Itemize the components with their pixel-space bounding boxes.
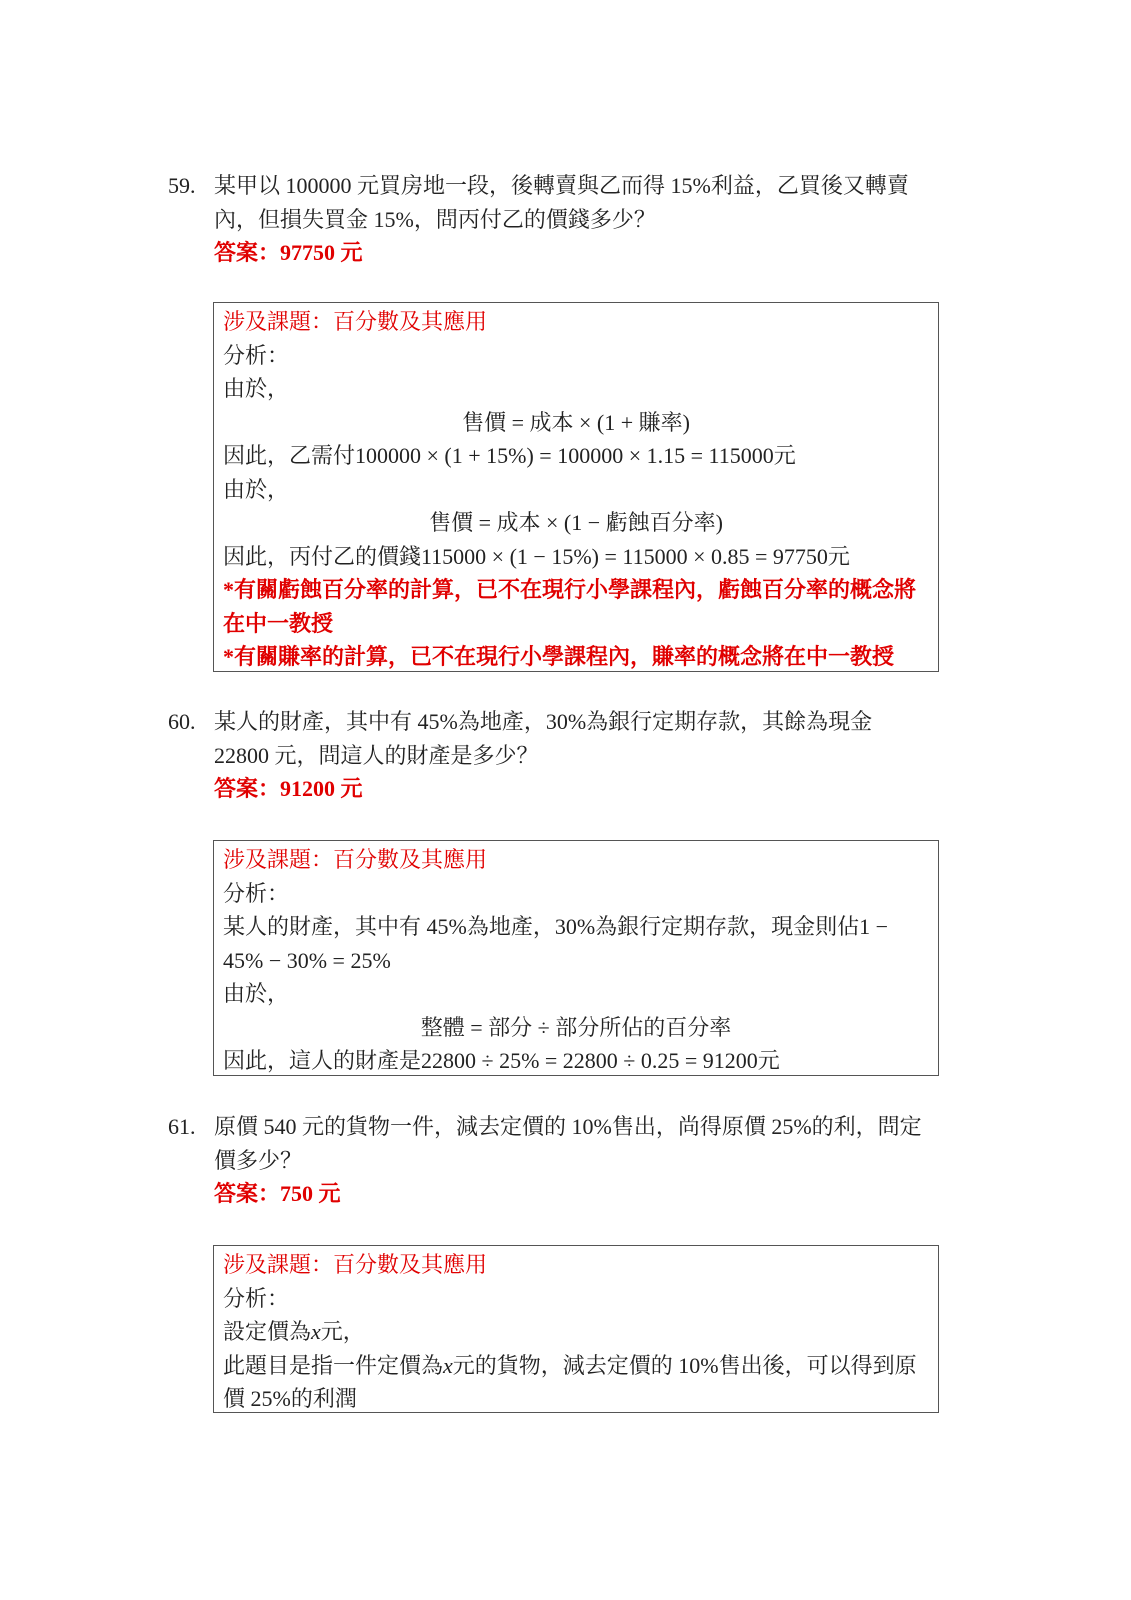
analysis-label: 分析：: [223, 342, 290, 368]
question-text: 內，但損失買金 15%，問丙付乙的價錢多少？: [214, 206, 656, 232]
answer: 答案：91200 元: [214, 776, 363, 801]
variable: x: [311, 1319, 321, 1344]
analysis-line: [214, 1315, 938, 1349]
analysis-line: 某人的財產，其中有 45%為地產，30%為銀行定期存款，現金則佔1 −: [223, 914, 889, 939]
analysis-line: 因此，丙付乙的價錢115000 × (1 − 15%) = 115000 × 0.85 = 97750元: [223, 543, 850, 569]
question-number: 61.: [168, 1114, 196, 1139]
question-line: [168, 169, 948, 203]
analysis-box-61: [213, 1245, 939, 1413]
analysis-box-59: [213, 302, 939, 672]
question-59: [168, 169, 948, 270]
analysis-line: 由於，: [223, 476, 290, 502]
formula-line: 售價 = 成本 × (1 + 賺率): [462, 409, 690, 435]
analysis-line: 因此，這人的財產是22800 ÷ 25% = 22800 ÷ 0.25 = 91200元: [223, 1048, 780, 1073]
analysis-line: 由於，: [223, 376, 290, 401]
answer-line: [168, 236, 948, 270]
analysis-line: 由於，: [223, 981, 290, 1006]
answer-line: [168, 772, 948, 806]
answer: 答案：750 元: [214, 1181, 341, 1206]
analysis-label: 分析：: [223, 1285, 290, 1311]
question-number: 59.: [168, 173, 196, 198]
text-segment: 設定價為: [223, 1319, 312, 1344]
text-segment: 元的貨物，減去定價的 10%售出後，可以得到原: [452, 1352, 917, 1378]
question-text: 價多少？: [214, 1147, 303, 1173]
formula-line: 整體 = 部分 ÷ 部分所佔的百分率: [420, 1014, 732, 1040]
question-text: 某人的財產，其中有 45%為地產，30%為銀行定期存款，其餘為現金: [214, 709, 873, 734]
note-line: *有關虧蝕百分率的計算，已不在現行小學課程內，虧蝕百分率的概念將: [223, 577, 917, 602]
question-text: 原價 540 元的貨物一件，減去定價的 10%售出，尚得原價 25%的利，問定: [214, 1114, 922, 1139]
note-line: *有關賺率的計算，已不在現行小學課程內，賺率的概念將在中一教授: [223, 644, 895, 669]
analysis-line: 45% − 30% = 25%: [223, 947, 391, 973]
question-line: [168, 1110, 948, 1144]
text-segment: 元，: [320, 1319, 365, 1344]
analysis-line: 價 25%的利潤: [223, 1386, 357, 1411]
variable: x: [443, 1352, 453, 1378]
question-number: 60.: [168, 709, 196, 734]
analysis-label: 分析：: [223, 880, 290, 906]
question-61: [168, 1110, 948, 1211]
question-line: [168, 1144, 948, 1178]
text-segment: 此題目是指一件定價為: [223, 1352, 444, 1378]
answer: 答案：97750 元: [214, 240, 363, 265]
topic-line: 涉及課題：百分數及其應用: [223, 309, 488, 334]
topic-line: 涉及課題：百分數及其應用: [223, 847, 488, 872]
question-line: [168, 705, 948, 739]
formula-line: 售價 = 成本 × (1 − 虧蝕百分率): [429, 510, 723, 535]
question-text: 某甲以 100000 元買房地一段，後轉賣與乙而得 15%利益，乙買後又轉賣: [214, 173, 909, 198]
analysis-line: 因此，乙需付100000 × (1 + 15%) = 100000 × 1.15 = 115000元: [223, 443, 796, 468]
note-line: 在中一教授: [223, 610, 334, 636]
analysis-line: [214, 1349, 938, 1383]
question-text: 22800 元，問這人的財產是多少？: [214, 742, 539, 768]
answer-line: [168, 1177, 948, 1211]
analysis-box-60: [213, 840, 939, 1076]
question-60: [168, 705, 948, 806]
topic-line: 涉及課題：百分數及其應用: [223, 1252, 488, 1277]
question-line: [168, 739, 948, 773]
question-line: [168, 203, 948, 237]
